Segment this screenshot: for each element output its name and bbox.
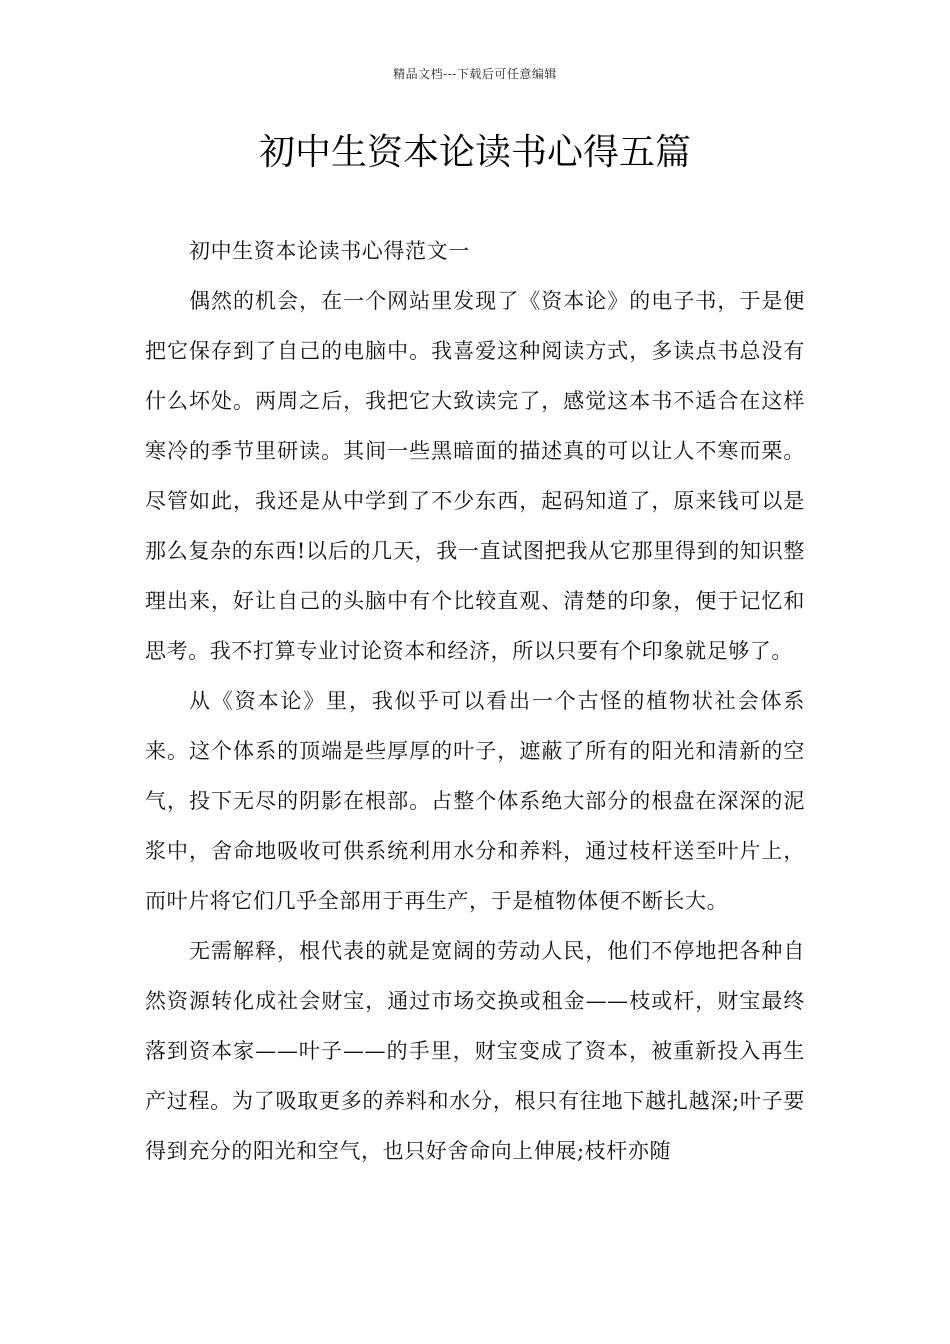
document-title: 初中生资本论读书心得五篇 <box>258 132 691 173</box>
header-note: 精品文档---下载后可任意编辑 <box>393 67 557 81</box>
body-paragraph: 从《资本论》里，我似乎可以看出一个古怪的植物状社会体系来。这个体系的顶端是些厚厚的叶子，遮蔽了所有的阳光和清新的空气，投下无尽的阴影在根部。占整个体系绝大部分的根盘在深深的泥浆中，舍命地吸收可供系统利用水分和养料，通过枝杆送至叶片上，而叶片将它们几乎全部用于再生产，于是植物体便不断长大。 <box>145 689 805 913</box>
document-body <box>145 226 805 1176</box>
subtitle-paragraph: 初中生资本论读书心得范文一 <box>189 239 470 263</box>
body-paragraph: 偶然的机会，在一个网站里发现了《资本论》的电子书，于是便把它保存到了自己的电脑中。我喜爱这种阅读方式，多读点书总没有什么坏处。两周之后，我把它大致读完了，感觉这本书不适合在这样寒冷的季节里研读。其间一些黑暗面的描述真的可以让人不寒而栗。尽管如此，我还是从中学到了不少东西，起码知道了，原来钱可以是那么复杂的东西!以后的几天，我一直试图把我从它那里得到的知识整理出来，好让自己的头脑中有个比较直观、清楚的印象，便于记忆和思考。我不打算专业讨论资本和经济，所以只要有个印象就足够了。 <box>145 289 805 663</box>
body-paragraph: 无需解释，根代表的就是宽阔的劳动人民，他们不停地把各种自然资源转化成社会财宝，通过市场交换或租金——枝或杆，财宝最终落到资本家——叶子——的手里，财宝变成了资本，被重新投入再生产过程。为了吸取更多的养料和水分，根只有往地下越扎越深;叶子要得到充分的阳光和空气，也只好舍命向上伸展;枝杆亦随 <box>145 939 805 1163</box>
